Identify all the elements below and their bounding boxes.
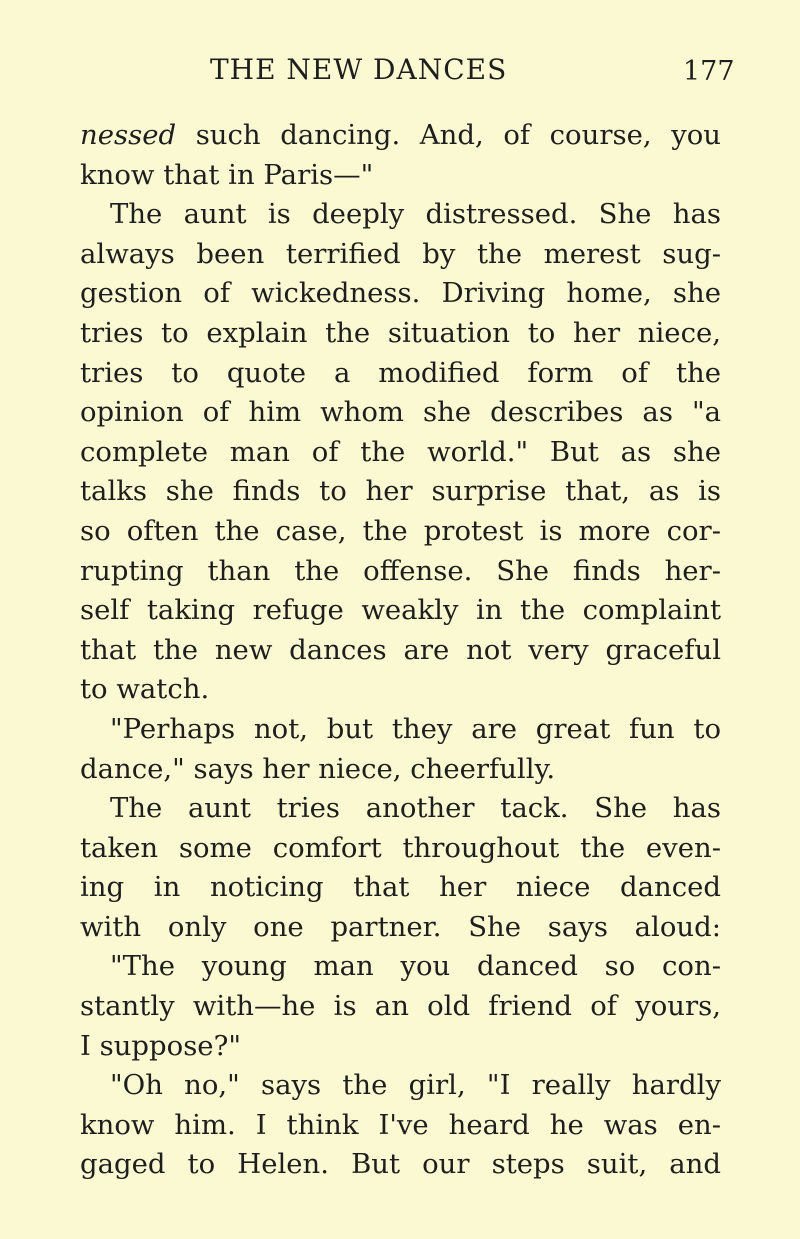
line-text: rupting than the offense. She finds her- xyxy=(80,554,721,587)
line-text: "Oh no," says the girl, "I really hardly xyxy=(110,1069,721,1102)
line-text: always been terrified by the merest sug- xyxy=(80,237,721,270)
line-text: dance," says her niece, cheerfully. xyxy=(80,752,556,785)
page-number: 177 xyxy=(683,56,735,87)
line-text: complete man of the world." But as she xyxy=(80,435,721,468)
text-line xyxy=(80,512,721,552)
text-line xyxy=(80,868,721,908)
text-line xyxy=(80,116,721,156)
text-line xyxy=(80,631,721,671)
running-title: THE NEW DANCES xyxy=(210,53,508,86)
text-line xyxy=(80,829,721,869)
text-line xyxy=(80,472,721,512)
text-line xyxy=(80,1027,721,1067)
line-text: self taking refuge weakly in the complaint xyxy=(80,594,721,627)
text-line xyxy=(80,987,721,1027)
line-text: talks she finds to her surprise that, as is xyxy=(80,475,721,508)
line-text: "Perhaps not, but they are great fun to xyxy=(110,712,721,745)
text-line xyxy=(80,354,721,394)
italic-word: nessed xyxy=(80,119,177,151)
line-text: The aunt tries another tack. She has xyxy=(110,792,721,825)
line-text: with only one partner. She says aloud: xyxy=(80,910,721,943)
line-text: taken some comfort throughout the even- xyxy=(80,831,721,864)
line-text: know him. I think I've heard he was en- xyxy=(80,1108,721,1141)
line-text: I suppose?" xyxy=(80,1029,241,1062)
text-line xyxy=(80,195,721,235)
line-text: such dancing. And, of course, you xyxy=(176,119,721,151)
text-line xyxy=(80,908,721,948)
text-line xyxy=(80,393,721,433)
text-line xyxy=(80,1106,721,1146)
text-line xyxy=(80,552,721,592)
line-text: "The young man you danced so con- xyxy=(110,950,721,983)
text-line xyxy=(80,274,721,314)
line-text: know that in Paris—" xyxy=(80,158,374,191)
line-text: stantly with—he is an old friend of yours, xyxy=(80,990,721,1023)
text-line xyxy=(80,591,721,631)
text-line xyxy=(80,710,721,750)
line-text: opinion of him whom she describes as "a xyxy=(80,396,721,429)
text-line xyxy=(80,1145,721,1185)
text-line xyxy=(80,750,721,790)
line-text: tries to explain the situation to her niece, xyxy=(80,316,721,349)
text-line xyxy=(80,789,721,829)
body-text xyxy=(80,116,721,1185)
text-line xyxy=(80,314,721,354)
line-text: The aunt is deeply distressed. She has xyxy=(110,198,721,231)
line-text: gaged to Helen. But our steps suit, and xyxy=(80,1148,721,1181)
text-line xyxy=(80,1066,721,1106)
line-text: tries to quote a modified form of the xyxy=(80,356,721,389)
line-text: to watch. xyxy=(80,673,210,706)
line-text: that the new dances are not very graceful xyxy=(80,633,721,666)
line-text: ing in noticing that her niece danced xyxy=(80,871,721,904)
page-header xyxy=(0,53,800,93)
line-text: so often the case, the protest is more cor- xyxy=(80,514,721,547)
text-line xyxy=(80,156,721,196)
text-line xyxy=(80,235,721,275)
text-line xyxy=(80,433,721,473)
line-text: gestion of wickedness. Driving home, she xyxy=(80,277,721,310)
text-line xyxy=(80,670,721,710)
text-line xyxy=(80,947,721,987)
